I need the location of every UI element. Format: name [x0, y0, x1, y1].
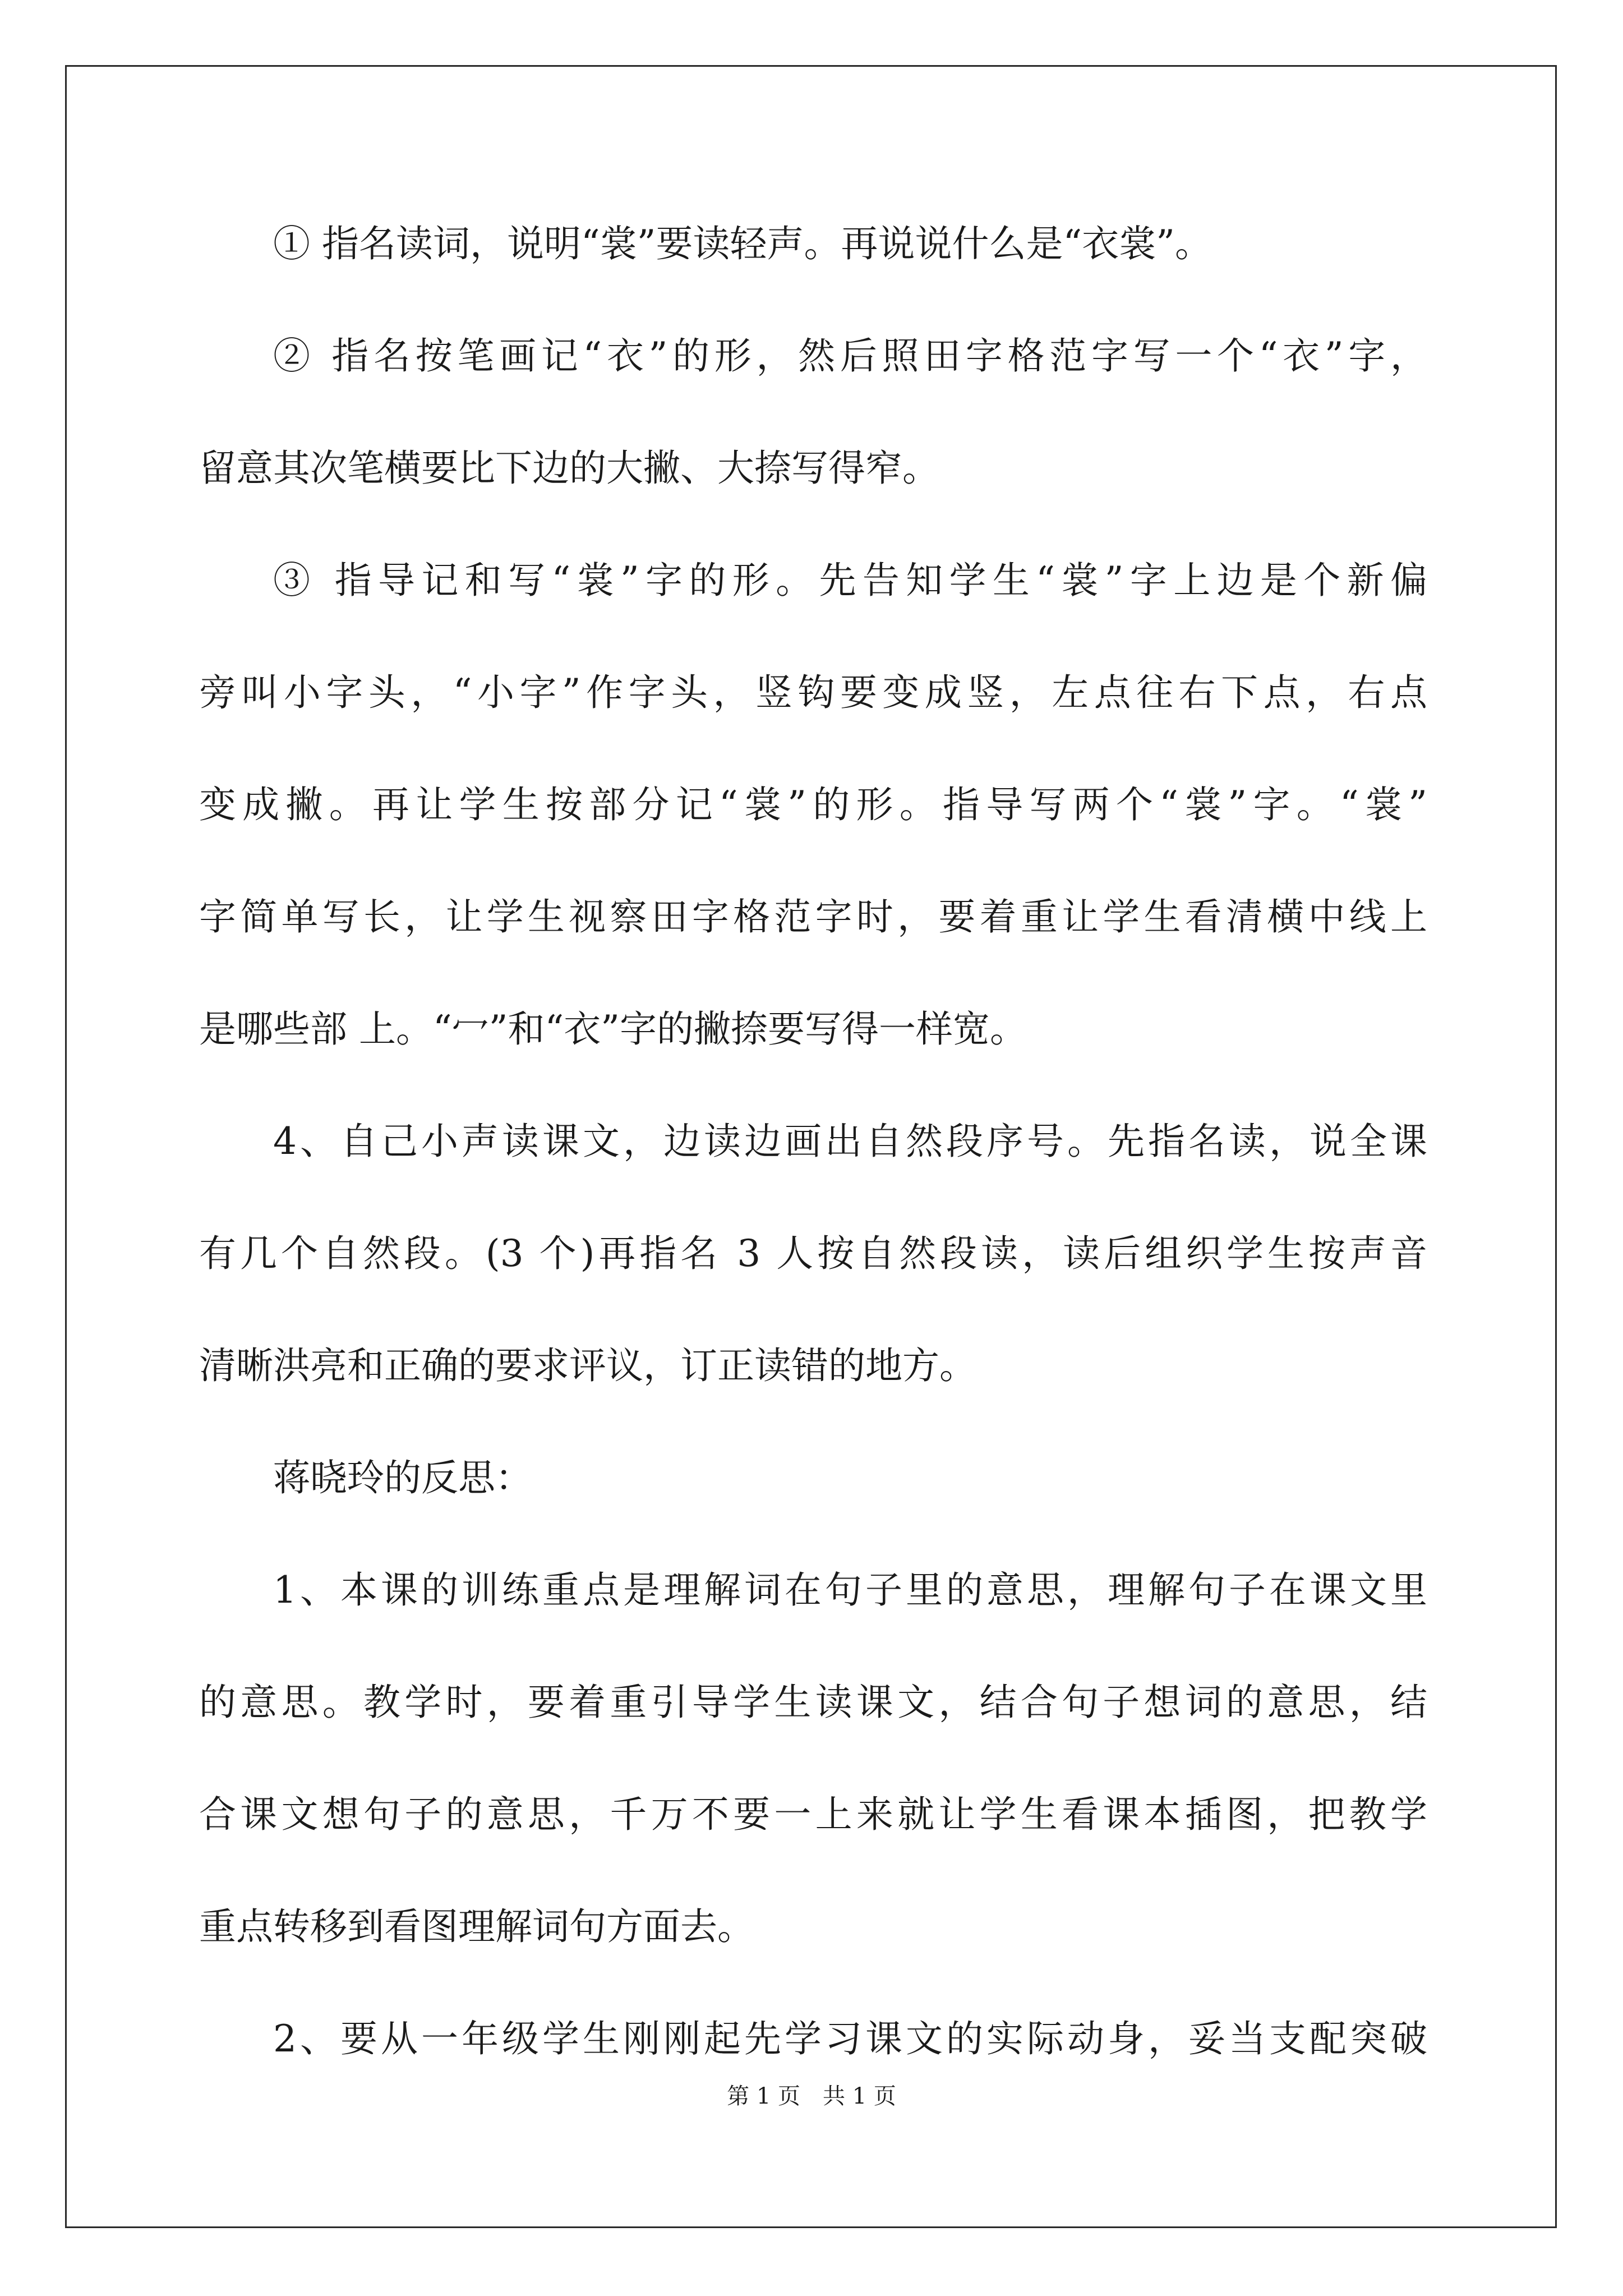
section-heading: 蒋晓玲的反思：	[273, 1456, 532, 1499]
text-line: 4、自己小声读课文，边读边画出自然段序号。先指名读，说全课	[273, 1120, 1427, 1163]
text-line: 留意其次笔横要比下边的大撇、大捺写得窄。	[199, 447, 939, 490]
text-line: 1、本课的训练重点是理解词在句子里的意思，理解句子在课文里	[273, 1568, 1427, 1612]
text-line: 合课文想句子的意思，千万不要一上来就让学生看课本插图，把教学	[199, 1793, 1427, 1836]
text-line: 变成撇。再让学生按部分记“裳”的形。指导写两个“裳”字。“裳”	[199, 783, 1427, 826]
text-line: ② 指名按笔画记“衣”的形，然后照田字格范字写一个“衣”字，	[273, 334, 1427, 378]
page-footer: 第 1 页 共 1 页	[727, 2083, 896, 2109]
text-line: ③ 指导记和写“裳”字的形。先告知学生“裳”字上边是个新偏	[273, 559, 1427, 602]
text-line: 字简单写长，让学生视察田字格范字时，要着重让学生看清横中线上	[199, 895, 1427, 938]
text-line: 重点转移到看图理解词句方面去。	[199, 1905, 754, 1948]
text-line: 的意思。教学时，要着重引导学生读课文，结合句子想词的意思，结	[199, 1681, 1427, 1724]
text-line: 是哪些部 上。“冖”和“衣”字的撇捺要写得一样宽。	[199, 1007, 1027, 1051]
text-line: 旁叫小字头，“小字”作字头，竖钩要变成竖，左点往右下点，右点	[199, 671, 1427, 714]
text-line: 2、要从一年级学生刚刚起先学习课文的实际动身，妥当支配突破	[273, 2017, 1427, 2060]
text-line: 清晰洪亮和正确的要求评议，订正读错的地方。	[199, 1344, 976, 1387]
document-body	[199, 216, 1427, 2123]
text-line: ① 指名读词，说明“裳”要读轻声。再说说什么是“衣裳”。	[273, 222, 1212, 265]
text-line: 有几个自然段。(3 个)再指名 3 人按自然段读，读后组织学生按声音	[199, 1232, 1427, 1275]
